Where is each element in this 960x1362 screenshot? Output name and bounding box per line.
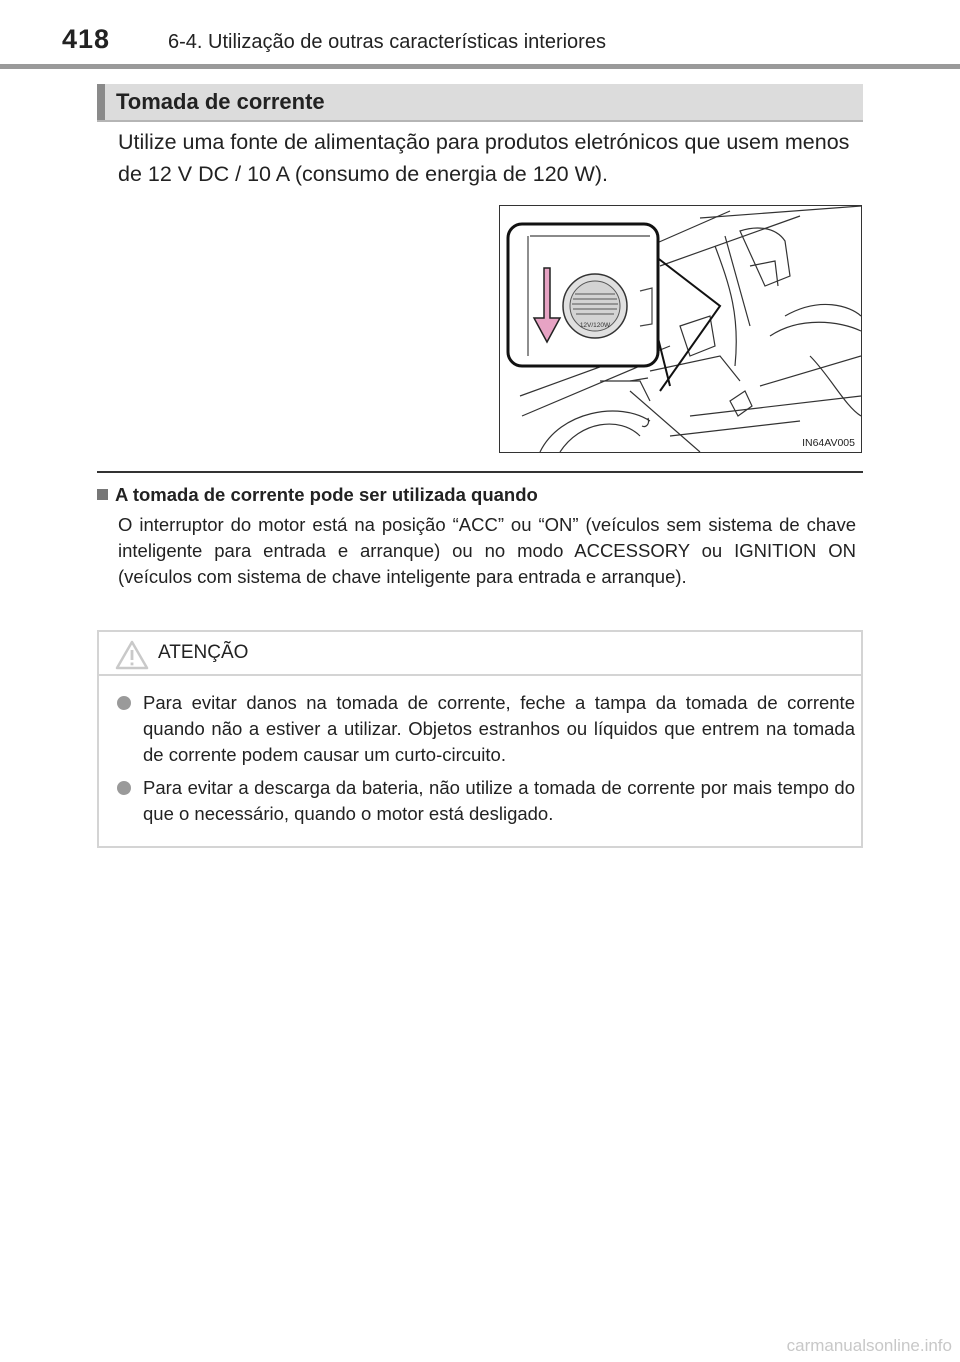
chapter-title: 6-4. Utilização de outras características interiores: [168, 31, 606, 53]
bullet-icon: [117, 781, 131, 795]
subsection-divider: [97, 471, 863, 473]
note-heading: [97, 484, 538, 506]
section-heading: [97, 84, 863, 122]
power-outlet-illustration: [499, 205, 862, 453]
socket-rating-label: 12V/120W: [579, 322, 611, 329]
warning-box: [97, 630, 863, 848]
watermark: carmanualsonline.info: [786, 1336, 952, 1355]
page-number: 418: [62, 24, 111, 54]
warning-item-text: Para evitar danos na tomada de corrente, feche a tampa da tomada de corrente quando não a estiver a utilizar. Objetos estranhos ou líquidos que entrem na tomada de corrente podem causar um curto-circuito.: [143, 692, 855, 765]
section-title: Tomada de corrente: [116, 89, 325, 114]
bullet-icon: [117, 696, 131, 710]
square-bullet-icon: [97, 489, 108, 500]
warning-triangle-icon: [115, 640, 149, 670]
warning-item-text: Para evitar a descarga da bateria, não utilize a tomada de corrente por mais tempo do que o necessário, quando o motor está desligado.: [143, 777, 855, 824]
figure-code: IN64AV005: [802, 437, 855, 449]
note-heading-text: A tomada de corrente pode ser utilizada quando: [115, 484, 538, 505]
section-heading-bar: [97, 84, 105, 120]
note-body: O interruptor do motor está na posição “ACC” ou “ON” (veículos sem sistema de chave inteligente para entrada e arranque) ou no modo ACCESSORY ou IGNITION ON (veículos com sistema de chave inteligente para entrada e arranque).: [118, 514, 856, 587]
section-intro: Utilize uma fonte de alimentação para produtos eletrónicos que usem menos de 12 V DC / 10 A (consumo de energia de 120 W).: [118, 130, 850, 186]
warning-item: [115, 775, 855, 827]
warning-item: [115, 690, 855, 768]
page-header: [0, 0, 960, 70]
header-divider: [0, 64, 960, 69]
console-drawing: [500, 206, 861, 452]
warning-header: [99, 632, 861, 676]
warning-label: ATENÇÃO: [158, 642, 249, 663]
